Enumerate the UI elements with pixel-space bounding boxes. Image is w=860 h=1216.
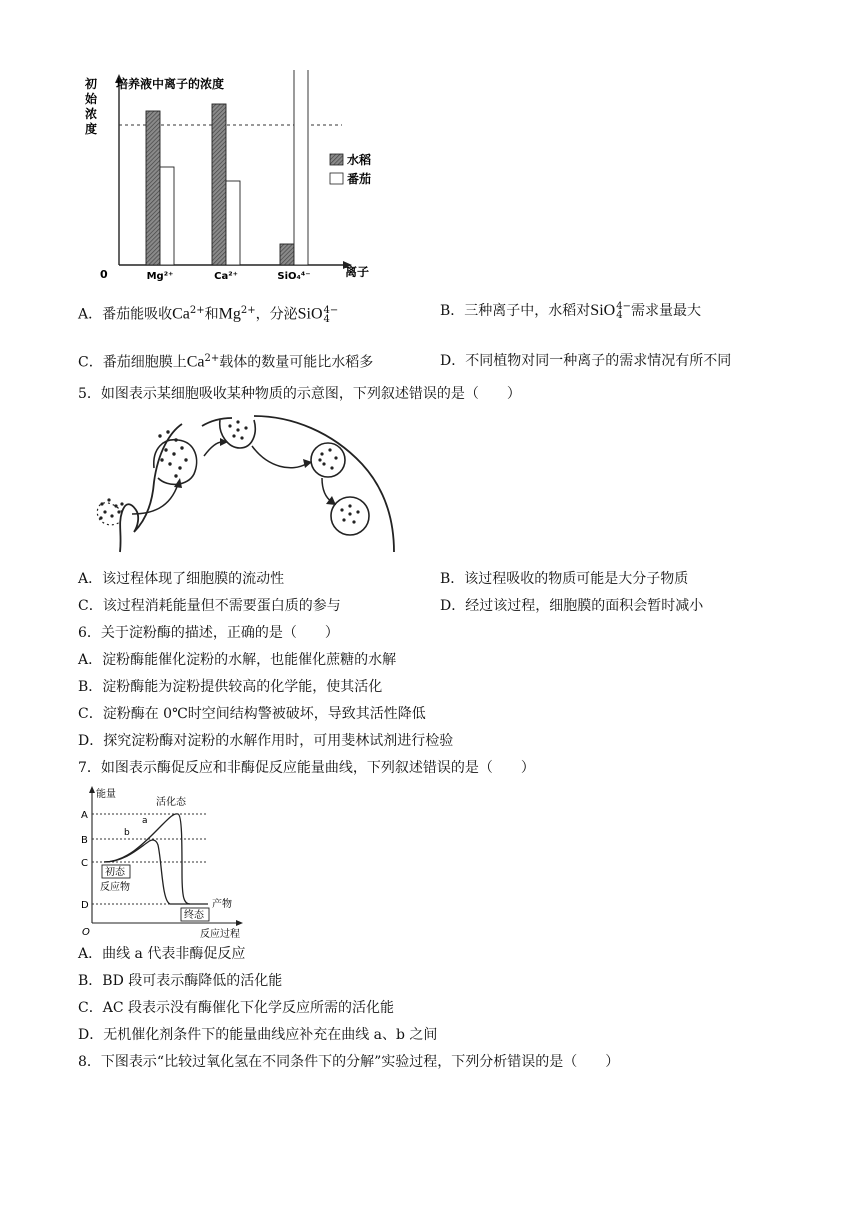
y-label-2: 始 [85,92,98,106]
y-label-4: 度 [85,122,98,136]
bar-rice-2 [280,244,294,265]
legend-label-tomato: 番茄 [347,172,372,186]
q6-option-a: A．淀粉酶能催化淀粉的水解，也能催化蔗糖的水解 [78,652,397,668]
q4-option-b: B．三种离子中，水稻对SiO 4− 4 需求量最大 [440,301,701,321]
curve-a-label: a [142,816,148,826]
q4-option-d: D．不同植物对同一种离子的需求情况有所不同 [440,353,732,369]
legend-swatch-tomato [330,173,343,184]
invagination-pocket [154,440,197,485]
q5-option-c: C．该过程消耗能量但不需要蛋白质的参与 [78,598,341,614]
level-a-label: A [81,810,88,821]
energy-x-arrow [236,920,243,926]
q6-option-d: D．探究淀粉酶对淀粉的水解作用时，可用斐林试剂进行检验 [78,733,454,749]
x-axis-label: 离子 [345,265,370,279]
q4-option-a: A．番茄能吸收$Ca^{2+}$和$Mg^{2+}$，分泌SiO 4− 4 [78,304,339,325]
q6-stem: 6．关于淀粉酶的描述，正确的是（ ） [78,625,339,641]
energy-y-label: 能量 [96,789,116,800]
endocytosis-diagram [92,412,402,557]
budding-vesicle [220,420,255,448]
ion-concentration-chart [80,70,400,290]
q5-option-b: B．该过程吸收的物质可能是大分子物质 [440,571,689,587]
q6-option-b: B．淀粉酶能为淀粉提供较高的化学能，使其活化 [78,679,383,695]
arrow-heads [174,438,336,505]
bar-rice-1 [212,104,226,265]
curve-b-label: b [124,828,130,838]
reactant-label: 反应物 [100,882,130,893]
bar-tomato-2 [294,70,308,265]
q5-option-d: D．经过该过程，细胞膜的面积会暂时减小 [440,598,704,614]
energy-curve-diagram [78,783,248,943]
vesicle-inside-1 [311,443,345,477]
energy-origin: O [82,927,90,938]
energy-x-label: 反应过程 [200,929,240,940]
budding-particles [228,420,247,439]
q5-option-a: A．该过程体现了细胞膜的流动性 [78,571,285,587]
initial-state-label: 初态 [105,867,125,878]
energy-y-arrow [89,786,95,793]
q7-option-d: D．无机催化剂条件下的能量曲线应补充在曲线 a、b 之间 [78,1027,438,1043]
q8-stem: 8．下图表示“比较过氧化氢在不同条件下的分解”实验过程，下列分析错误的是（ ） [78,1054,620,1070]
origin-label: 0 [100,268,108,281]
vesicle-inside-2 [331,497,369,535]
q4-option-c: C．番茄细胞膜上$Ca^{2+}$载体的数量可能比水稻多 [78,353,374,371]
level-d-label: D [81,900,89,911]
level-b-label: B [81,835,88,846]
chart-title: 培养液中离子的浓度 [116,77,225,91]
q5-stem: 5．如图表示某细胞吸收某种物质的示意图，下列叙述错误的是（ ） [78,386,521,402]
legend-label-rice: 水稻 [347,153,372,167]
membrane-invagination [97,503,122,525]
pocket-particles [158,430,187,477]
q7-option-b: B．BD 段可表示酶降低的活化能 [78,973,283,989]
q7-stem: 7．如图表示酶促反应和非酶促反应能量曲线，下列叙述错误的是（ ） [78,760,535,776]
x-tick-label-2: SiO₄⁴⁻ [277,271,311,282]
y-label-3: 浓 [85,107,98,121]
product-label: 产物 [212,899,232,910]
x-tick-label-0: Mg²⁺ [146,271,174,282]
y-label-1: 初 [85,77,98,91]
bar-tomato-1 [226,181,240,265]
q7-option-a: A．曲线 a 代表非酶促反应 [78,946,246,962]
bar-tomato-0 [160,167,174,265]
x-tick-label-1: Ca²⁺ [214,271,238,282]
outside-particles [99,498,123,519]
legend-swatch-rice [330,154,343,165]
q7-option-c: C．AC 段表示没有酶催化下化学反应所需的活化能 [78,1000,394,1016]
active-state-label: 活化态 [156,797,186,808]
q6-option-c: C．淀粉酶在 0℃时空间结构警被破坏，导致其活性降低 [78,706,426,722]
level-c-label: C [81,858,88,869]
final-state-label: 终态 [184,910,204,921]
bar-rice-0 [146,111,160,265]
